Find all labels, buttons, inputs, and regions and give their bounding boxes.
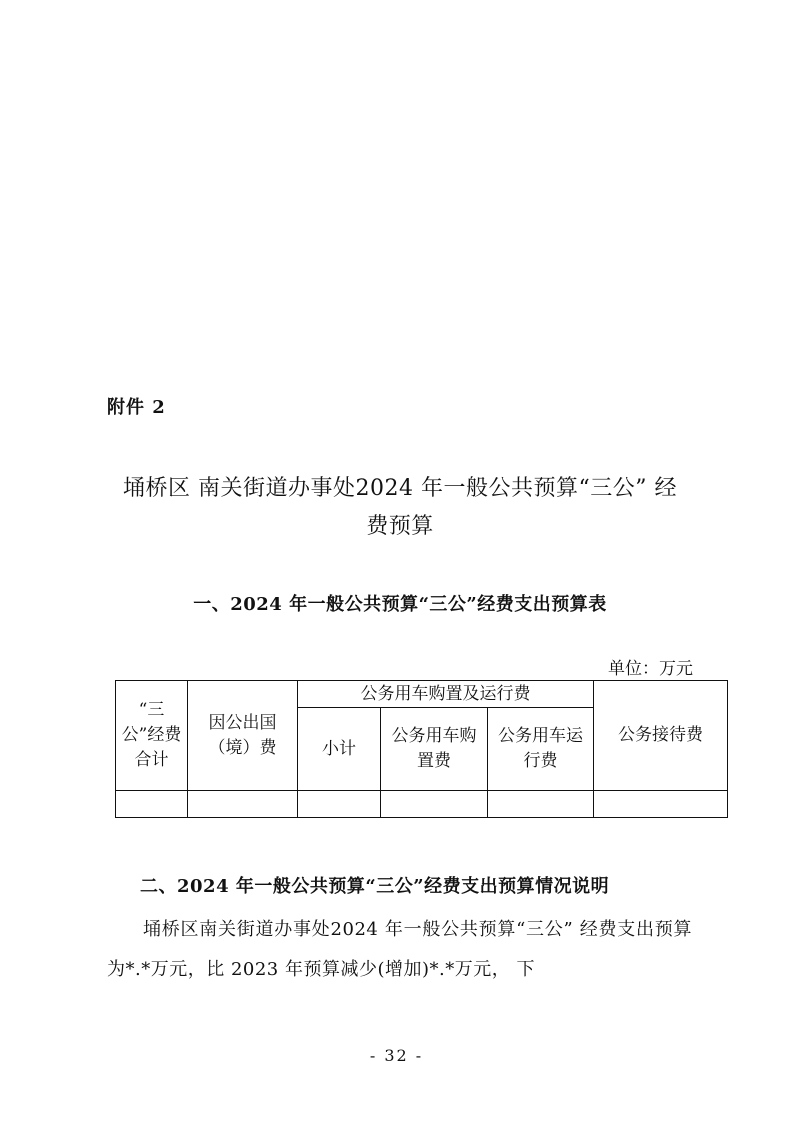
cell-total — [116, 791, 188, 818]
header-subtotal: 小计 — [298, 708, 381, 791]
cell-subtotal — [298, 791, 381, 818]
explanation-paragraph: 埇桥区南关街道办事处2024 年一般公共预算“三公” 经费支出预算为*.*万元，比 2023 年预算减少(增加)*.*万元， 下 — [107, 919, 692, 980]
cell-reception — [594, 791, 728, 818]
page-number: - 32 - — [369, 1046, 424, 1065]
header-reception: 公务接待费 — [594, 681, 728, 791]
header-vehicle-operation: 公务用车运行费 — [488, 708, 594, 791]
cell-abroad — [188, 791, 298, 818]
document-title — [100, 470, 700, 546]
cell-vehicle-purchase — [381, 791, 488, 818]
document-title-line-1: 埇桥区 南关街道办事处2024 年一般公共预算“三公” 经 — [123, 476, 677, 501]
section-1-title: 一、2024 年一般公共预算“三公”经费支出预算表 — [193, 594, 607, 615]
cell-vehicle-operation — [488, 791, 594, 818]
header-abroad: 因公出国（境）费 — [188, 681, 298, 791]
header-total: “三公”经费合计 — [116, 681, 188, 791]
header-vehicle-purchase: 公务用车购置费 — [381, 708, 488, 791]
budget-table — [115, 680, 728, 818]
table-row — [116, 791, 728, 818]
document-title-line-2: 费预算 — [366, 514, 434, 539]
header-vehicle-group: 公务用车购置及运行费 — [298, 681, 594, 708]
section-2-title: 二、2024 年一般公共预算“三公”经费支出预算情况说明 — [140, 876, 610, 897]
attachment-label: 附件 2 — [107, 397, 166, 418]
unit-label: 单位：万元 — [608, 659, 693, 679]
